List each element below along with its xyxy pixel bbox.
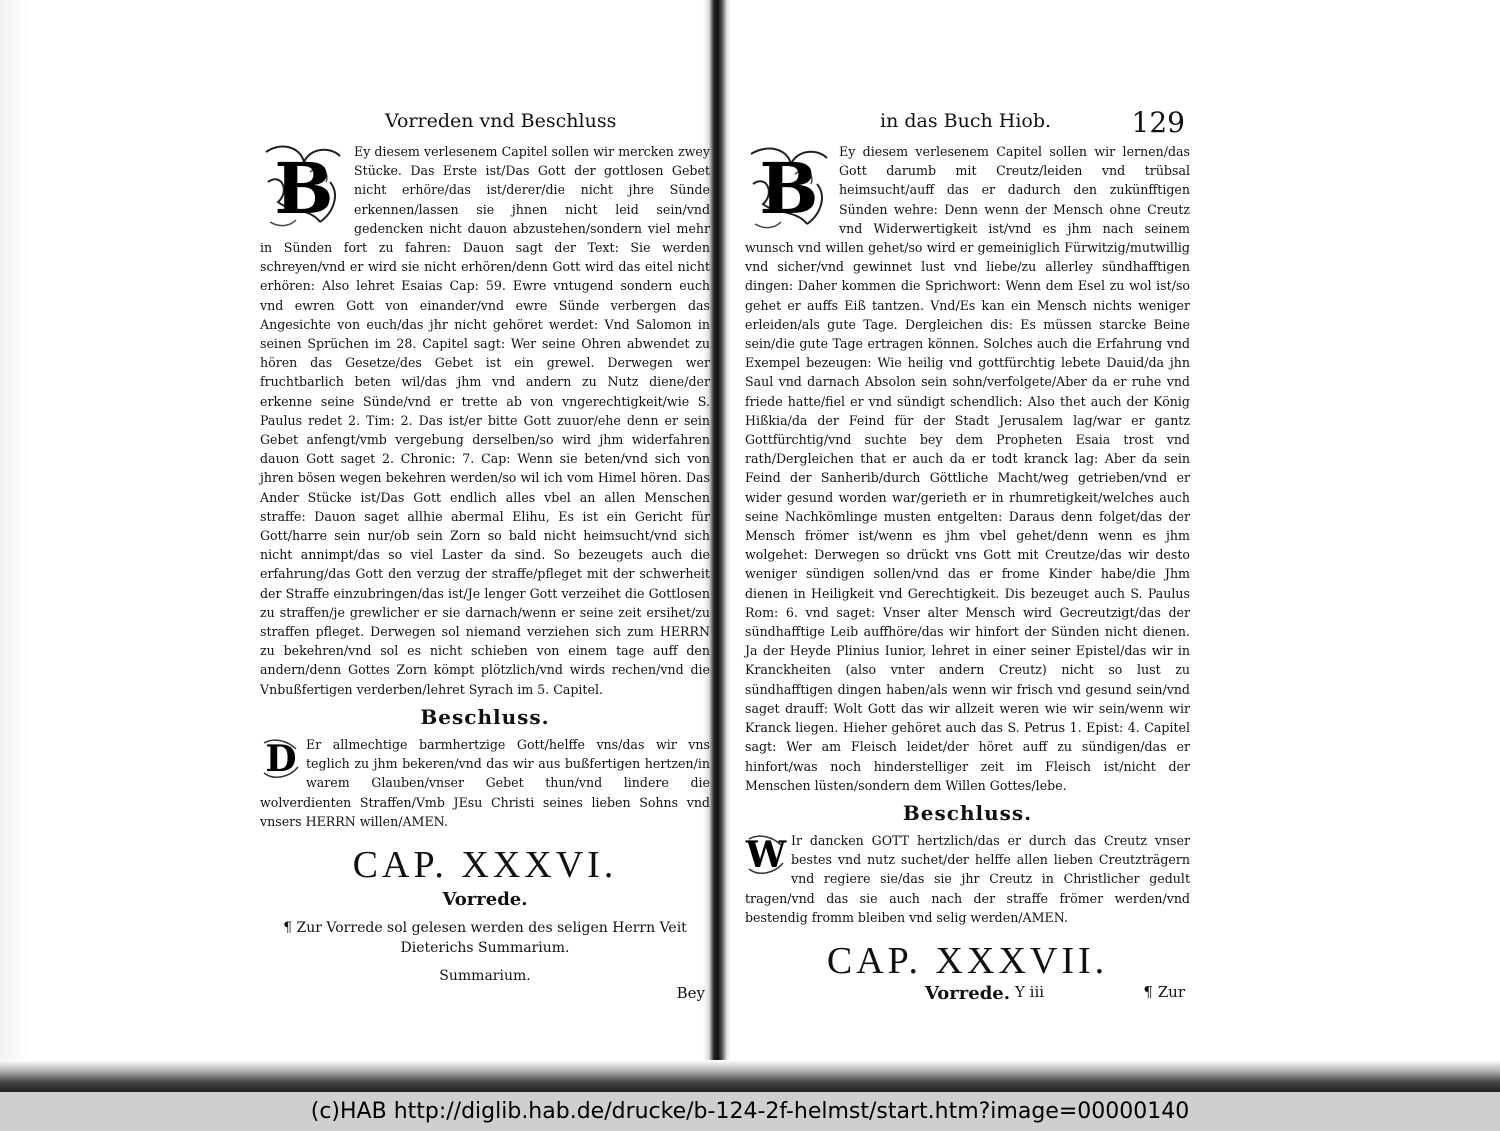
footer-bar bbox=[0, 1092, 1500, 1131]
right-catchword: ¶ Zur bbox=[1143, 982, 1185, 1001]
right-running-head-text: in das Buch Hiob. bbox=[880, 110, 1052, 132]
closing-initial-letter: D bbox=[265, 737, 297, 780]
dropcap-letter: B bbox=[759, 146, 819, 230]
left-closing-initial bbox=[260, 737, 302, 781]
right-chapter-subheading: Vorrede. bbox=[924, 982, 1011, 1004]
signature-mark: Y iii bbox=[1015, 982, 1045, 1001]
footer-credit[interactable]: (c)HAB http://diglib.hab.de/drucke/b-124-2f-helmst/start.htm?image=00000140 bbox=[310, 1099, 1190, 1124]
right-page bbox=[745, 106, 1190, 1007]
left-reading-note: ¶ Zur Vorrede sol gelesen werden des seligen Herrn Veit Dieterichs Summarium. bbox=[283, 919, 687, 956]
right-custos-row bbox=[745, 983, 1190, 1007]
page-number: 129 bbox=[1131, 106, 1185, 139]
right-closing-heading: Beschluss. bbox=[902, 800, 1033, 825]
left-chapter-heading: CAP. XXXVI. bbox=[352, 843, 618, 886]
left-decorated-initial bbox=[260, 142, 348, 234]
closing-initial-letter: W bbox=[745, 833, 787, 876]
left-page bbox=[260, 110, 710, 1008]
right-closing-initial bbox=[745, 833, 787, 877]
page-edge-shadow bbox=[0, 0, 30, 1060]
left-catchword: Bey bbox=[676, 983, 705, 1002]
left-custos-row bbox=[260, 984, 710, 1008]
dropcap-letter: B bbox=[274, 146, 334, 230]
right-decorated-initial bbox=[745, 142, 833, 234]
right-chapter-heading: CAP. XXXVII. bbox=[826, 939, 1109, 982]
left-body-text: Ey diesem verlesenem Capitel sollen wir mercken zwey Stücke. Das Erste ist/Das Gott der gottlosen Gebet nicht erhöre/das ist/derer/die nicht jhre Sünde erkennen/lassen sie jhnen nicht leid sein/vnd gedencken nicht dauon abzustehen/sondern viel mehr in Sünden fort zu fahren: Dauon sagt der Text: Sie werden schreyen/vnd er wird sie nicht erhören/denn Gott wird das eitel nicht erhören: Also lehret Esaias Cap: 59. Ewre vntugend sondern euch vnd ewren Gott von einander/vnd ewre Sünde verbergen das Angesichte von euch/das jhr nicht gehöret werdet: Vnd Salomon in seinen Sprüchen im 28. Capitel sagt: Wer seine Ohren abwendet zu hören das Gesetze/des Gebet ist ein grewel. Derwegen wer fruchtbarlich beten wil/das jhm vnd andern zu Nutz diene/der erkenne seine Sünde/vnd er trette ab von vngerechtigkeit/wie S. Paulus redet 2. Tim: 2. Das ist/er bitte Gott zuuor/ehe denn er sein Gebet anfengt/vmb vergebung derselben/so wird jhm widerfahren dauon Gott saget 2. Chronic: 7. Cap: Wenn sie beten/vnd sich von jhren bösen wegen bekehren werden/so wil ich vom Himel hören. Das Ander Stücke ist/Das Gott endlich alles vbel an allen Menschen straffe: Dauon saget allhie abermal Elihu, Es ist ein Gericht für Gott/harre sein nur/ob sein Zorn so bald nicht heimsucht/vnd sich nicht annimpt/das so viel Laster da sind. So bezeugets auch die erfahrung/das Gott den verzug der straffe/pfleget mit der schwerheit der Straffe einzubringen/das ist/Je lenger Gott verzeihet die Gottlosen zu straffen/je grewlicher er sie darnach/wenn er seine zeit ersihet/zu straffen pfleget. Derwegen sol niemand verziehen sich zum HERRN zu bekehren/vnd sol es nicht schieben von einem tage auff den andern/denn Gottes Zorn kömpt plötzlich/vnd wirds rechen/vnd die Vnbußfertigen verderben/lehret Syrach im 5. Capitel. bbox=[260, 144, 710, 697]
right-closing-text: Ir dancken GOTT hertzlich/das er durch das Creutz vnser bestes vnd nutz suchet/der helffe allen lieben Creutzträgern vnd regiere sie/das sie jhr Creutz in Christlicher gedult tragen/vnd das sie auch nach der straffe frömer werden/vnd bestendig fromm bleiben vnd selig werden/AMEN. bbox=[745, 832, 1190, 925]
right-body-text: Ey diesem verlesenem Capitel sollen wir lernen/das Gott darumb mit Creutz/leiden vnd trübsal heimsucht/auff das er dadurch den zukünfftigen Sünden wehre: Denn wenn der Mensch ohne Creutz vnd Widerwertigkeit ist/vnd es jhm nach seinem wunsch vnd willen gehet/so wird er gemeiniglich Fürwitzig/mutwillig vnd sicher/vnd gewinnet lust vnd liebe/zu allerley sündhafftigen dingen: Daher kommen die Sprichwort: Wenn dem Esel zu wol ist/so gehet er auffs Eiß tantzen. Vnd/Es kan ein Mensch nichts weniger erleiden/als gute Tage. Dergleichen dis: Es müssen starcke Beine sein/die gute Tage ertragen können. Solches auch die Erfahrung vnd Exempel bezeugen: Wie heilig vnd gottfürchtig lebete Dauid/da jhn Saul vnd darnach Absolon sein sohn/verfolgete/Aber da er ruhe vnd friede hatte/fiel er vnd sündigt schendlich: Also thet auch der König Hißkia/da der Feind für der Stadt Jerusalem lag/war er gantz Gottfürchtig/vnd suchte bey dem Propheten Esaia trost vnd rath/Dergleichen that er auch da er todt kranck lag: Aber da sein Feind der Sanherib/durch Göttliche Macht/weg getrieben/vnd er wider gesund worden war/gerieth er in rhumretigkeit/welches auch seine Nachkömlinge musten entgelten: Daraus denn folget/das der Mensch frömer ist/wenn es jhm vbel gehet/denn wenn es jhm wolgehet: Derwegen so drückt vns Gott mit Creutze/das wir desto weniger sündigen sollen/vnd das er frome Kinder habe/die Jhm dienen in Heiligkeit vnd Gerechtigkeit. Dis bezeuget auch S. Paulus Rom: 6. vnd saget: Vnser alter Mensch wird Gecreutzigt/das der sündhafftige Leib auffhöre/das wir hinfort der Sünden nicht dienen. Ja der Heyde Plinius Iunior, lehret in einer seiner Epistel/das wir in Kranckheiten (also vnter andern Creutz) nicht so lust zu sündhafftigen dingen haben/als wenn wir frisch vnd gesund sein/vnd saget drauff: Wolt Gott das wir allzeit weren wie wir sein/wenn wir Kranck liegen. Hieher gehöret auch das S. Petrus 1. Epist: 4. Capitel sagt: Wer am Fleisch leidet/der höret auff zu sündigen/das er hinfort/was noch hinderstelliger zeit im Fleisch ist/nicht der Menschen lüsten/sondern dem Willen Gottes/lebe. bbox=[745, 144, 1190, 793]
left-closing-heading: Beschluss. bbox=[420, 704, 550, 729]
scan-bottom-shadow bbox=[0, 1060, 1500, 1092]
right-running-head bbox=[745, 106, 1190, 142]
left-summarium: Summarium. bbox=[439, 967, 531, 984]
left-running-head-text: Vorreden vnd Beschluss bbox=[385, 110, 617, 132]
left-closing-text: Er allmechtige barmhertzige Gott/helffe vns/das wir vns teglich zu jhm bekeren/vnd das wir aus bußfertigen hertzen/in warem Glauben/vnser Gebet thun/vnd lindere die wolverdienten Straffen/Vmb JEsu Christi seines lieben Sohns vnd vnsers HERRN willen/AMEN. bbox=[260, 736, 710, 829]
left-running-head bbox=[260, 110, 710, 142]
left-chapter-subheading: Vorrede. bbox=[442, 888, 528, 910]
